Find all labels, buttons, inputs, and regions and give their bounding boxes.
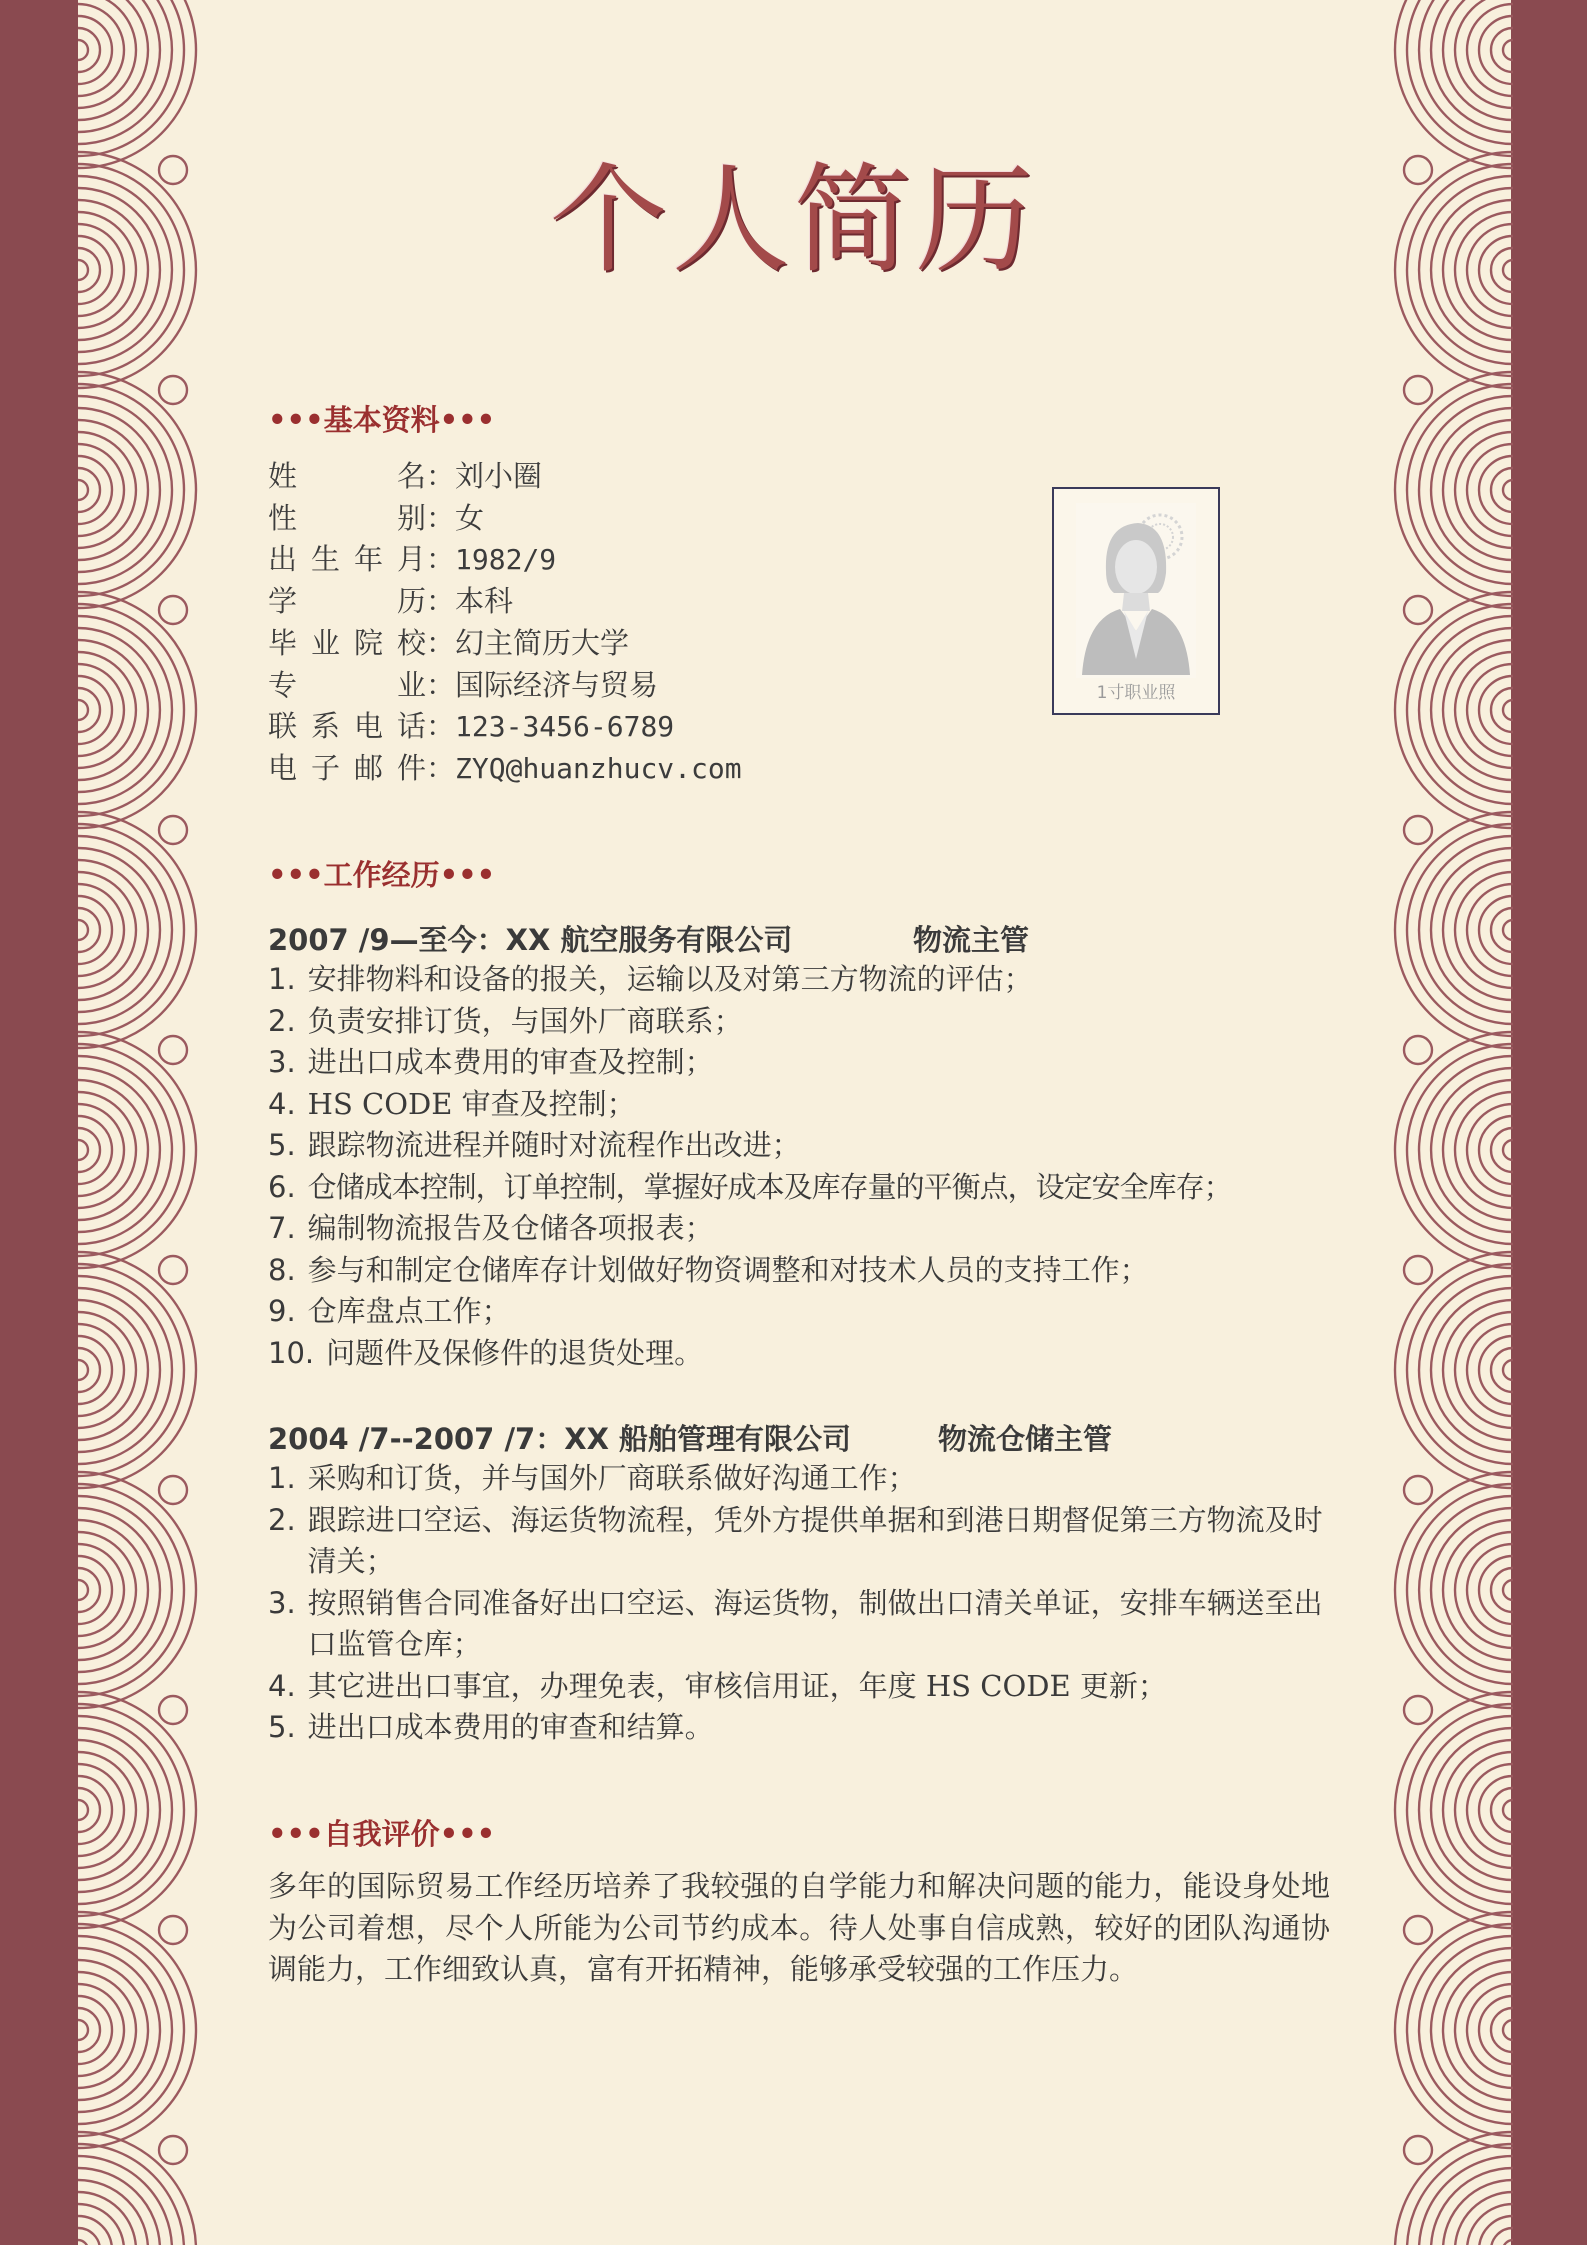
info-value: 国际经济与贸易 [455,667,659,702]
wave-arc [78,1556,112,1624]
wave-arc [78,1312,136,1428]
job-period: 2004 /7--2007 /7：XX 船舶管理有限公司 [268,1422,852,1456]
item-number: 8. [268,1252,296,1287]
wave-arc [1491,2228,1513,2245]
list-item [268,1458,1330,1500]
wave-arc [78,2020,88,2040]
wave-arc [1455,432,1513,548]
photo-caption: 1寸职业照 [1096,683,1176,703]
wave-arc [78,1776,112,1844]
wave-arc [1479,16,1513,84]
wave-arc [1455,1092,1513,1208]
page-title: 个人简历 [549,151,1038,289]
wave-curl [1404,596,1432,624]
wave-arc [78,16,112,84]
wave-curl [1404,816,1432,844]
wave-arc [1443,2180,1513,2245]
item-text: 安排物料和设备的报关，运输以及对第三方物流的评估； [307,962,1033,996]
wave-arc [1407,1044,1513,1256]
wave-curl [159,376,187,404]
item-text: 其它进出口事宜，办理免表，审核信用证，年度 HS CODE 更新； [307,1668,1167,1703]
info-label: 学历 [268,584,426,619]
wave-curl [159,1036,187,1064]
item-number: 10. [268,1335,315,1370]
wave-arc [1479,1336,1513,1404]
wave-arc [78,1532,136,1648]
wave-curl [1404,1696,1432,1724]
item-number: 4. [268,1086,296,1121]
info-value: ZYQ@huanzhucv.com [455,751,742,785]
wave-arc [78,1264,184,1476]
right-wave-pattern [1358,0,1513,2245]
list-item [268,1167,1338,1209]
job-position: 物流主管 [913,923,1030,957]
list-item [268,1333,1338,1375]
item-number: 2. [268,1502,296,1537]
wave-arc [78,480,88,500]
list-item [268,1291,1338,1333]
wave-arc [78,432,136,548]
wave-arc [1395,2132,1513,2245]
item-text: 参与和制定仓储库存计划做好物资调整和对技术人员的支持工作； [307,1252,1149,1287]
profile-photo [1052,487,1220,715]
list-item [268,1042,1338,1084]
wave-arc [1503,1800,1513,1820]
list-item [268,959,1338,1001]
wave-arc [78,1972,136,2088]
info-value: 幻主简历大学 [455,625,630,660]
left-border-bar [0,0,78,2245]
item-number: 1. [268,1461,296,1495]
wave-arc [1503,700,1513,720]
wave-curl [159,596,187,624]
wave-arc [1503,1360,1513,1380]
wave-arc [1407,1264,1513,1476]
wave-arc [78,1996,112,2064]
wave-arc [1407,604,1513,816]
item-text: 跟踪进口空运、海运货物流程，凭外方提供单据和到港日期督促第三方物流及时清关； [307,1502,1323,1578]
item-number: 1. [268,962,296,996]
list-item [268,1001,1338,1043]
info-row: 电子邮件 ： ZYQ@huanzhucv.com [268,748,742,790]
wave-curl [1404,1476,1432,1504]
info-value: 123-3456-6789 [455,710,675,744]
wave-curl [159,1916,187,1944]
self-evaluation-text: 多年的国际贸易工作经历培养了我较强的自学能力和解决问题的能力，能设身处地为公司着想，尽个人所能为公司节约成本。待人处事自信成熟，较好的团队沟通协调能力，工作细致认真，富有开拓精神，能够承受较强的工作压力。 [268,1869,1330,1986]
wave-arc [78,1800,88,1820]
wave-curl [159,1696,187,1724]
item-text: 仓库盘点工作； [307,1294,511,1328]
info-row: 出生年月 ： 1982/9 [268,539,742,581]
wave-arc [78,2180,148,2245]
wave-arc [78,896,112,964]
info-row: 姓名 ： 刘小圈 [268,456,742,498]
item-text: 采购和订货，并与国外厂商联系做好沟通工作； [307,1461,917,1495]
item-text: 跟踪物流进程并随时对流程作出改进； [307,1128,801,1162]
wave-arc [1503,920,1513,940]
wave-arc [78,1924,184,2136]
info-row: 联系电话 ： 123-3456-6789 [268,706,742,748]
wave-arc [78,1044,184,1256]
info-row: 毕业院校 ： 幻主简历大学 [268,623,742,665]
wave-curl [159,2136,187,2164]
wave-arc [1479,1996,1513,2064]
wave-arc [78,1580,88,1600]
wave-arc [1455,1532,1513,1648]
wave-arc [1407,1704,1513,1916]
job-position: 物流仓储主管 [938,1422,1113,1456]
wave-arc [78,1704,184,1916]
wave-curl [1404,376,1432,404]
wave-arc [78,1336,112,1404]
item-text: 编制物流报告及仓储各项报表； [307,1211,714,1245]
wave-arc [1479,1776,1513,1844]
wave-arc [78,700,88,720]
wave-arc [78,2240,88,2245]
info-row: 学历 ： 本科 [268,581,742,623]
job-period: 2007 /9—至今：XX 航空服务有限公司 [268,923,793,957]
list-item [268,1084,1338,1126]
job-duties-list [268,959,1338,1374]
wave-arc [1407,1484,1513,1696]
wave-arc [1455,1752,1513,1868]
item-number: 2. [268,1003,296,1038]
wave-arc [1479,456,1513,524]
wave-curl [159,1476,187,1504]
item-number: 3. [268,1045,296,1079]
item-text: 仓储成本控制，订单控制，掌握好成本及库存量的平衡点，设定安全库存； [307,1169,1232,1204]
info-label: 毕业院校 [268,625,426,660]
item-number: 4. [268,1668,296,1703]
info-value: 本科 [455,584,514,619]
section-work-heading: •••工作经历••• [268,858,496,892]
wave-arc [1455,1312,1513,1428]
wave-curl [1404,1256,1432,1284]
info-label: 专业 [268,667,426,702]
wave-arc [1503,1580,1513,1600]
info-label: 出生年月 [268,542,426,577]
list-item [268,1707,1330,1749]
wave-arc [1479,1116,1513,1184]
wave-curl [159,816,187,844]
info-label: 联系电话 [268,709,426,744]
info-label: 姓名 [268,459,426,493]
item-text: 进出口成本费用的审查及控制； [307,1045,714,1079]
wave-arc [78,1140,88,1160]
wave-arc [78,1360,88,1380]
wave-arc [78,676,112,744]
wave-arc [1503,40,1513,60]
wave-arc [78,456,112,524]
item-text: HS CODE 审查及控制； [307,1086,636,1121]
section-basic-heading: •••基本资料••• [268,403,496,437]
basic-info [268,456,742,790]
list-item [268,1583,1330,1666]
wave-arc [78,652,136,768]
item-number: 6. [268,1169,296,1204]
wave-curl [1404,1036,1432,1064]
wave-arc [1503,2020,1513,2040]
right-border-bar [1511,0,1587,2245]
wave-arc [78,1092,136,1208]
item-text: 进出口成本费用的审查和结算。 [307,1710,714,1744]
list-item [268,1208,1338,1250]
wave-arc [78,872,136,988]
wave-arc [1407,384,1513,596]
left-wave-pattern [78,0,228,2245]
wave-arc [78,1484,184,1696]
section-self-heading: •••自我评价••• [268,1817,496,1851]
wave-arc [1503,480,1513,500]
wave-arc [1455,1972,1513,2088]
info-row: 性别 ： 女 [268,498,742,540]
wave-arc [78,2228,100,2245]
info-label: 性别 [268,500,426,535]
wave-arc [1407,1924,1513,2136]
wave-arc [1479,896,1513,964]
wave-arc [1479,676,1513,744]
job-duties-list [268,1458,1330,1749]
wave-curl [159,1256,187,1284]
wave-arc [78,40,88,60]
wave-arc [1455,652,1513,768]
wave-arc [78,1752,136,1868]
item-text: 问题件及保修件的退货处理。 [326,1335,704,1370]
item-number: 5. [268,1710,296,1744]
job-header [268,918,1030,959]
item-number: 5. [268,1128,296,1162]
list-item [268,1125,1338,1167]
wave-arc [1407,824,1513,1036]
wave-arc [1479,1556,1513,1624]
wave-curl [1404,1916,1432,1944]
info-row: 专业 ： 国际经济与贸易 [268,665,742,707]
wave-arc [78,824,184,1036]
item-text: 负责安排订货，与国外厂商联系； [307,1003,743,1038]
item-text: 按照销售合同准备好出口空运、海运货物，制做出口清关单证，安排车辆送至出口监管仓库； [307,1585,1323,1661]
list-item [268,1666,1330,1708]
info-value: 女 [455,500,485,535]
wave-arc [78,2132,196,2245]
wave-arc [1503,1140,1513,1160]
info-label: 电子邮件 [268,750,426,785]
wave-arc [78,604,184,816]
wave-curl [1404,2136,1432,2164]
wave-arc [1455,872,1513,988]
item-number: 7. [268,1211,296,1245]
wave-arc [78,1116,112,1184]
info-value: 1982/9 [455,543,557,577]
list-item [268,1250,1338,1292]
wave-arc [1503,2240,1513,2245]
wave-arc [78,920,88,940]
wave-arc [78,384,184,596]
list-item [268,1500,1330,1583]
item-number: 3. [268,1585,296,1620]
job-header [268,1417,1113,1458]
info-value: 刘小圈 [455,459,543,493]
item-number: 9. [268,1294,296,1328]
